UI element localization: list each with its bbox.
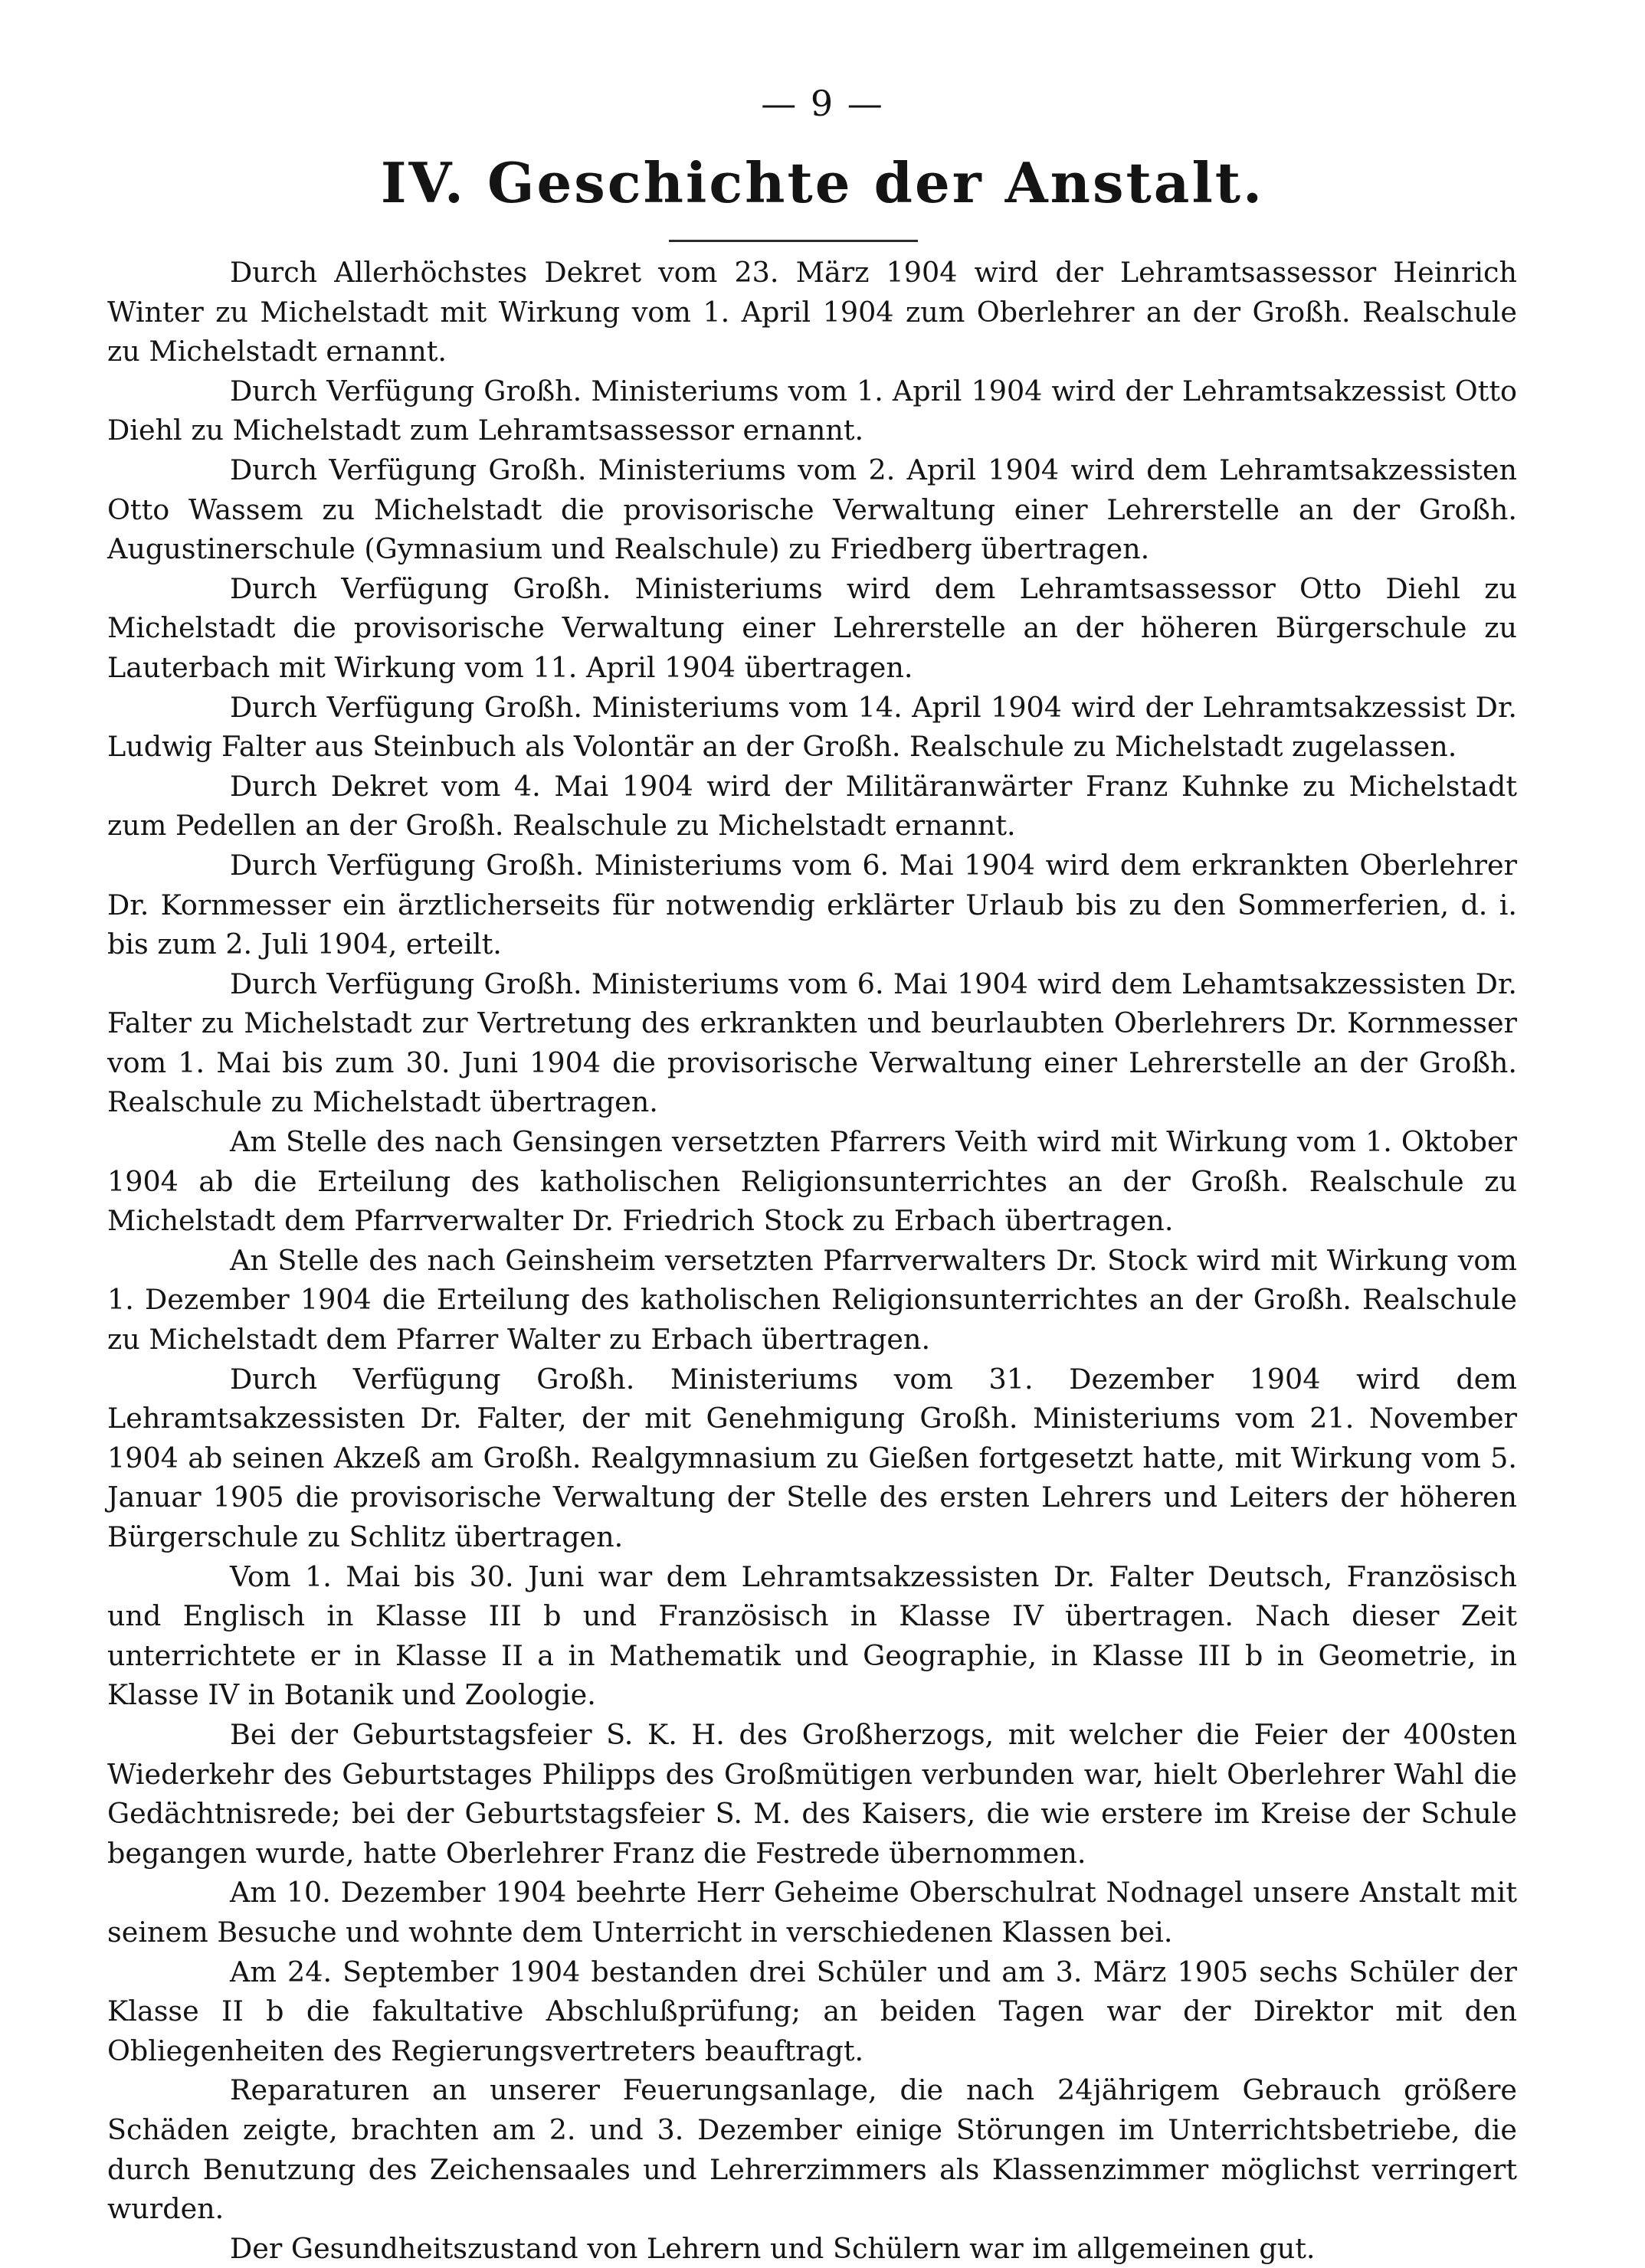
paragraph: Durch Verfügung Großh. Ministeriums wird dem Lehramtsassessor Otto Diehl zu Michelstadt die provisorische Verwaltung einer Lehrerstelle an der höheren Bürgerschule zu Lauterbach mit Wirkung vom 11. April 1904 übertragen. [107, 571, 1517, 684]
title-divider [669, 240, 918, 242]
paragraph: Durch Allerhöchstes Dekret vom 23. März 1904 wird der Lehramtsassessor Heinrich Winter zu Michelstadt mit Wirkung vom 1. April 1904 zum Oberlehrer an der Großh. Realschule zu Michelstadt ernannt. [107, 256, 1517, 368]
paragraph: Reparaturen an unserer Feuerungsanlage, die nach 24jährigem Gebrauch größere Schäden zeigte, brachten am 2. und 3. Dezember einige Störungen im Unterrichtsbetriebe, die durch Benutzung des Zeichensaales und Lehrerzimmers als Klassenzimmer möglichst verringert wurden. [107, 2073, 1517, 2226]
page-number: — 9 — [761, 83, 884, 124]
paragraph: Durch Verfügung Großh. Ministeriums vom 31. Dezember 1904 wird dem Lehramtsakzessisten Dr. Falter, der mit Genehmigung Großh. Ministeriums vom 21. November 1904 ab seinen Akzeß am Großh. Realgymnasium zu Gießen fortgesetzt hatte, mit Wirkung vom 5. Januar 1905 die provisorische Verwaltung der Stelle des ersten Lehrers und Leiters der höheren Bürgerschule zu Schlitz übertragen. [107, 1362, 1517, 1553]
paragraph: Am 10. Dezember 1904 beehrte Herr Geheime Oberschulrat Nodnagel unsere Anstalt mit seinem Besuche und wohnte dem Unterricht in verschiedenen Klassen bei. [107, 1876, 1517, 1949]
paragraph: Durch Verfügung Großh. Ministeriums vom 6. Mai 1904 wird dem Lehamtsakzessisten Dr. Falter zu Michelstadt zur Vertretung des erkrankten und beurlaubten Oberlehrers Dr. Kornmesser vom 1. Mai bis zum 30. Juni 1904 die provisorische Verwaltung einer Lehrerstelle an der Großh. Realschule zu Michelstadt übertragen. [107, 967, 1517, 1119]
body-text [107, 253, 1517, 2268]
paragraph: Durch Verfügung Großh. Ministeriums vom 2. April 1904 wird dem Lehramtsakzessisten Otto Wassem zu Michelstadt die provisorische Verwaltung einer Lehrerstelle an der Großh. Augustinerschule (Gymnasium und Realschule) zu Friedberg übertragen. [107, 453, 1517, 566]
paragraph: Am Stelle des nach Gensingen versetzten Pfarrers Veith wird mit Wirkung vom 1. Oktober 1904 ab die Erteilung des katholischen Religionsunterrichtes an der Großh. Realschule zu Michelstadt dem Pfarrverwalter Dr. Friedrich Stock zu Erbach übertragen. [107, 1125, 1517, 1238]
paragraph: Durch Dekret vom 4. Mai 1904 wird der Militäranwärter Franz Kuhnke zu Michelstadt zum Pedellen an der Großh. Realschule zu Michelstadt ernannt. [107, 769, 1517, 843]
paragraph: Durch Verfügung Großh. Ministeriums vom 14. April 1904 wird der Lehramtsakzessist Dr. Ludwig Falter aus Steinbuch als Volontär an der Großh. Realschule zu Michelstadt zugelassen. [107, 690, 1517, 764]
paragraph: An Stelle des nach Geinsheim versetzten Pfarrverwalters Dr. Stock wird mit Wirkung vom 1. Dezember 1904 die Erteilung des katholischen Religionsunterrichtes an der Großh. Realschule zu Michelstadt dem Pfarrer Walter zu Erbach übertragen. [107, 1243, 1517, 1357]
paragraph: Am 24. September 1904 bestanden drei Schüler und am 3. März 1905 sechs Schüler der Klasse II b die fakultative Abschlußprüfung; an beiden Tagen war der Direktor mit den Obliegenheiten des Regierungsvertreters beauftragt. [107, 1955, 1517, 2067]
paragraph: Der Gesundheitszustand von Lehrern und Schülern war im allgemeinen gut. [230, 2231, 1316, 2265]
paragraph: Vom 1. Mai bis 30. Juni war dem Lehramtsakzessisten Dr. Falter Deutsch, Französisch und Englisch in Klasse III b und Französisch in Klasse IV übertragen. Nach dieser Zeit unterrichtete er in Klasse II a in Mathematik und Geographie, in Klasse III b in Geometrie, in Klasse IV in Botanik und Zoologie. [107, 1559, 1517, 1712]
paragraph: Durch Verfügung Großh. Ministeriums vom 1. April 1904 wird der Lehramtsakzessist Otto Diehl zu Michelstadt zum Lehramtsassessor ernannt. [107, 374, 1517, 447]
section-title: IV. Geschichte der Anstalt. [380, 150, 1265, 215]
paragraph: Durch Verfügung Großh. Ministeriums vom 6. Mai 1904 wird dem erkrankten Oberlehrer Dr. Kornmesser ein ärztlicherseits für notwendig erklärter Urlaub bis zu den Sommerferien, d. i. bis zum 2. Juli 1904, erteilt. [107, 848, 1517, 961]
paragraph: Bei der Geburtstagsfeier S. K. H. des Großherzogs, mit welcher die Feier der 400sten Wiederkehr des Geburtstages Philipps des Großmütigen verbunden war, hielt Oberlehrer Wahl die Gedächtnisrede; bei der Geburtstagsfeier S. M. des Kaisers, die wie erstere im Kreise der Schule begangen wurde, hatte Oberlehrer Franz die Festrede übernommen. [107, 1717, 1517, 1870]
